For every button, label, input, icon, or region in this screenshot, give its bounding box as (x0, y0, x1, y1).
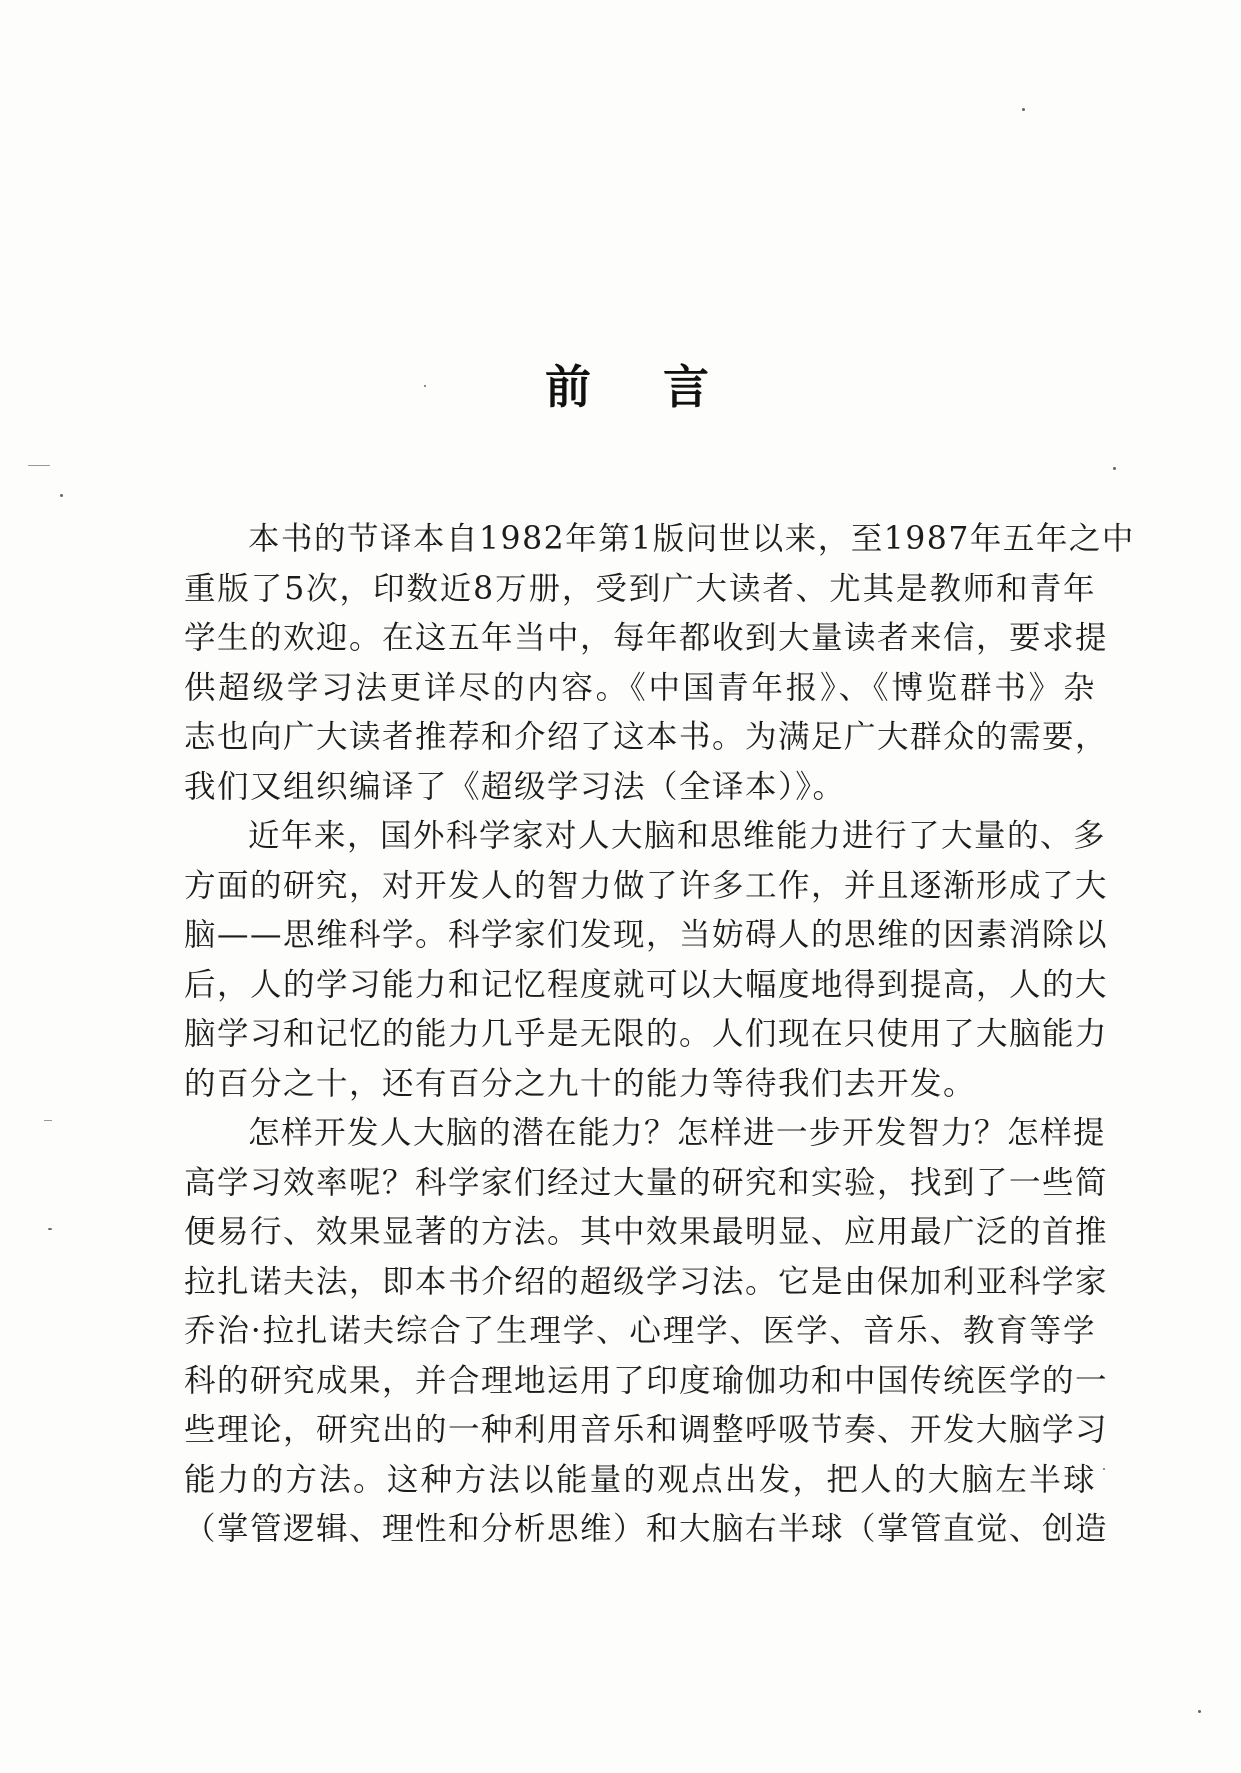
text-line: 本书的节译本自1982年第1版问世以来，至1987年五年之中 (248, 521, 1135, 557)
text-line: 学生的欢迎。在这五年当中，每年都收到大量读者来信，要求提 (184, 620, 1109, 656)
text-line: 些理论，研究出的一种利用音乐和调整呼吸节奏、开发大脑学习 (184, 1412, 1109, 1448)
text-line: 脑学习和记忆的能力几乎是无限的。人们现在只使用了大脑能力 (184, 1016, 1109, 1052)
preface-title: 前言 (545, 360, 781, 414)
text-line: 近年来，国外科学家对人大脑和思维能力进行了大量的、多 (248, 818, 1107, 854)
text-line: 后，人的学习能力和记忆程度就可以大幅度地得到提高，人的大 (184, 966, 1109, 1003)
paragraph-3 (184, 1109, 1109, 1555)
scan-speck (1113, 467, 1116, 470)
scan-speck (44, 1120, 52, 1121)
scan-speck (60, 494, 63, 497)
text-line: 供超级学习法更详尽的内容。《中国青年报》、《博览群书》杂 (184, 669, 1096, 706)
scan-speck (48, 1228, 52, 1230)
text-line: 拉扎诺夫法，即本书介绍的超级学习法。它是由保加利亚科学家 (184, 1263, 1109, 1300)
text-line: 脑——思维科学。科学家们发现，当妨碍人的思维的因素消除以 (184, 917, 1109, 953)
text-line: 我们又组织编译了《超级学习法（全译本）》。 (184, 768, 846, 805)
scan-speck (28, 465, 50, 466)
scan-speck (1103, 1468, 1105, 1470)
scan-speck (1022, 108, 1025, 111)
scan-speck (1198, 1710, 1201, 1713)
text-line: 科的研究成果，并合理地运用了印度瑜伽功和中国传统医学的一 (184, 1362, 1109, 1399)
text-line: 重版了5次，印数近8万册，受到广大读者、尤其是教师和青年 (184, 570, 1096, 607)
paragraph-2 (184, 812, 1109, 1109)
preface-body (184, 515, 1135, 1555)
text-line: 能力的方法。这种方法以能量的观点出发，把人的大脑左半球 (184, 1461, 1096, 1498)
text-line: 的百分之十，还有百分之九十的能力等待我们去开发。 (184, 1065, 977, 1102)
text-line: 方面的研究，对开发人的智力做了许多工作，并且逐渐形成了大 (184, 867, 1109, 904)
text-line: 高学习效率呢？科学家们经过大量的研究和实验，找到了一些简 (184, 1164, 1109, 1201)
scan-speck (424, 385, 426, 387)
text-line: 乔治·拉扎诺夫综合了生理学、心理学、医学、音乐、教育等学 (184, 1313, 1096, 1349)
text-line: （掌管逻辑、理性和分析思维）和大脑右半球（掌管直觉、创造 (184, 1511, 1109, 1547)
text-line: 怎样开发人大脑的潜在能力？怎样进一步开发智力？怎样提 (248, 1115, 1107, 1151)
paragraph-1 (184, 515, 1135, 812)
text-line: 志也向广大读者推荐和介绍了这本书。为满足广大群众的需要， (184, 719, 1109, 755)
text-line: 便易行、效果显著的方法。其中效果最明显、应用最广泛的首推 (184, 1214, 1109, 1250)
